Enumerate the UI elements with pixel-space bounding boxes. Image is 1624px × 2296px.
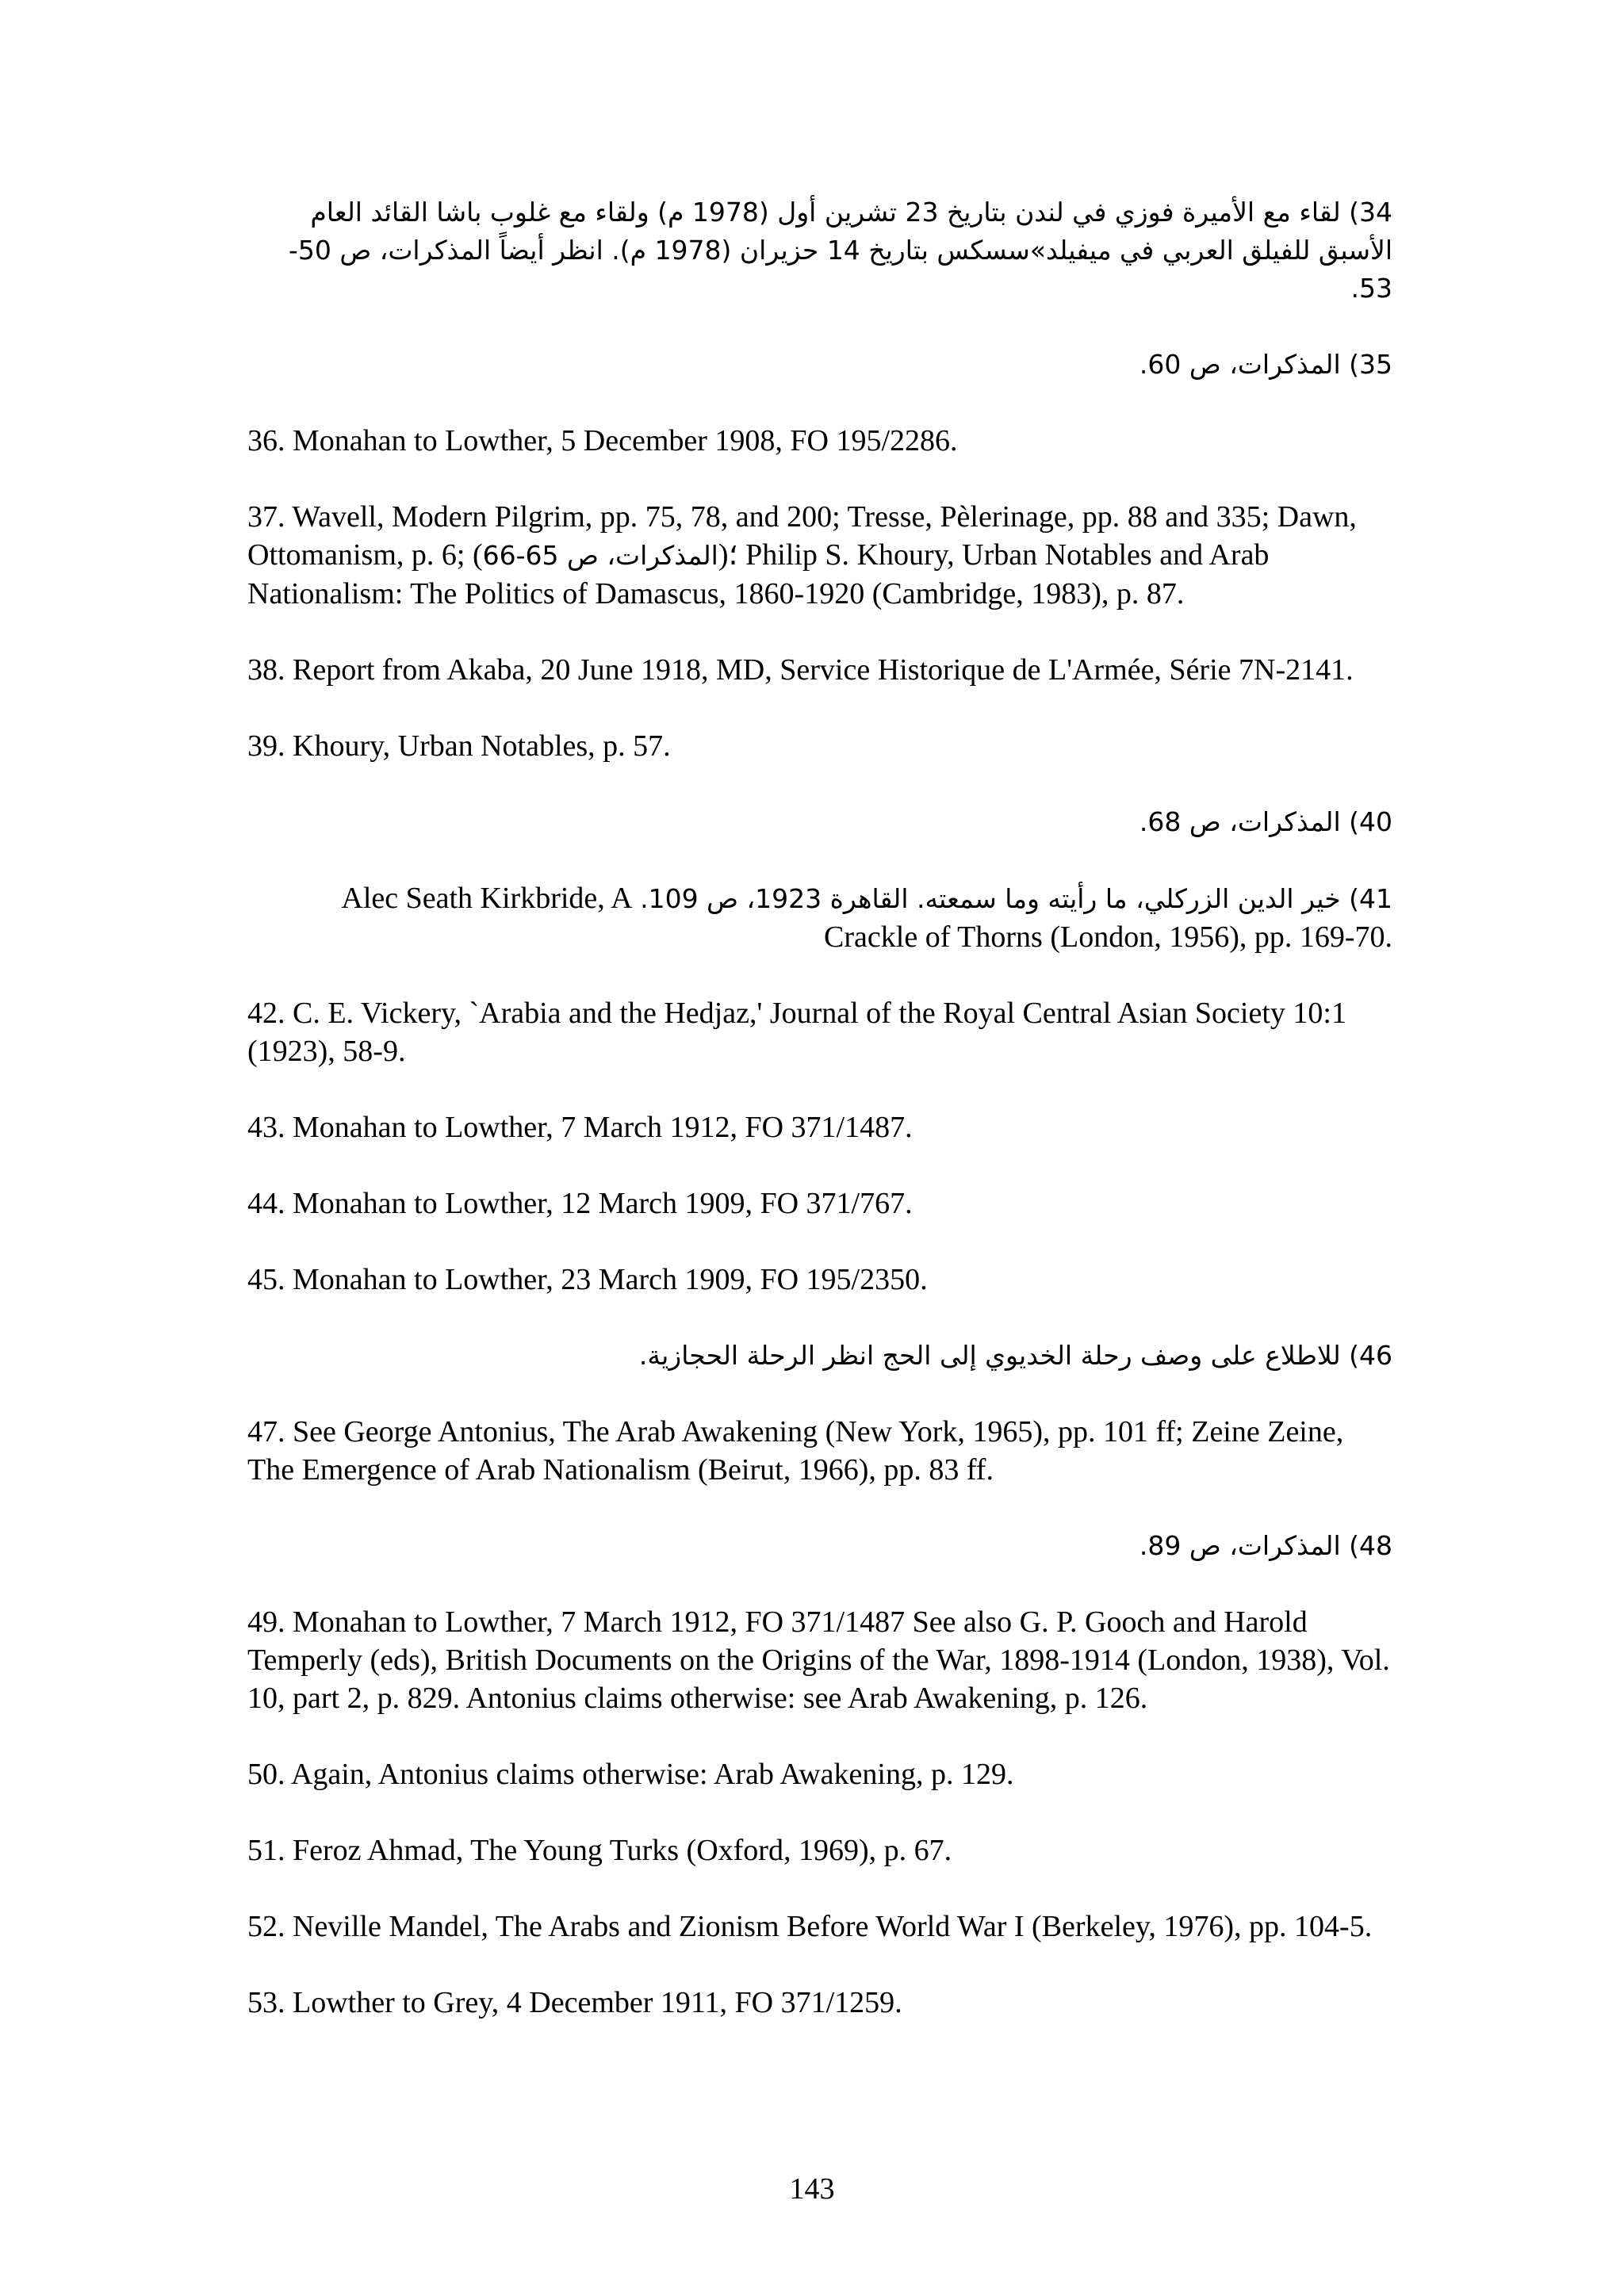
page-number: 143 (789, 2172, 835, 2206)
endnote-46: 46) للاطلاع على وصف رحلة الخديوي إلى الحج انظر الرحلة الحجازية. (638, 1340, 1392, 1371)
endnote-49: 49. Monahan to Lowther, 7 March 1912, FO 371/1487 See also G. P. Gooch and Harold Temperly (eds), British Documents on the Origins of the War, 1898-1914 (London, 1938), Vol. 10, part 2, p. 829. Antonius claims otherwise: see Arab Awakening, p. 126. (247, 1605, 1390, 1715)
endnote-38: 38. Report from Akaba, 20 June 1918, MD, Service Historique de L'Armée, Série 7N-2141. (247, 653, 1354, 687)
endnote-42: 42. C. E. Vickery, `Arabia and the Hedjaz,' Journal of the Royal Central Asian Society 10:1 (1923), 58-9. (247, 997, 1346, 1068)
endnotes-list (247, 193, 1392, 2060)
endnote-41 (247, 879, 1392, 956)
endnote-41-english: Alec Seath Kirkbride, A Crackle of Thorns (London, 1956), pp. 169-70. (341, 882, 1392, 954)
endnote-45: 45. Monahan to Lowther, 23 March 1909, FO 195/2350. (247, 1263, 928, 1296)
endnote-51: 51. Feroz Ahmad, The Young Turks (Oxford, 1969), p. 67. (247, 1834, 952, 1867)
endnote-41-arabic: 41) خير الدين الزركلي، ما رأيته وما سمعته. القاهرة 1923، ص 109. (640, 883, 1392, 914)
endnote-37-arabic: المذكرات، ص 65-66 (482, 540, 718, 571)
endnote-37-text-b: )؛ Philip S. Khoury, Urban Notables and Arab Nationalism: The Politics of Damascus, 1860-1920 (Cambridge, 1983), p. 87. (247, 538, 1270, 610)
endnote-34: 34) لقاء مع الأميرة فوزي في لندن بتاريخ 23 تشرين أول (1978 م) ولقاء مع غلوب باشا القائد العام الأسبق للفيلق العربي في ميفيلد»سسكس بتاريخ 14 حزيران (1978 م). انظر أيضاً المذكرات، ص 50-53. (288, 197, 1392, 304)
endnote-43: 43. Monahan to Lowther, 7 March 1912, FO 371/1487. (247, 1111, 913, 1144)
endnote-48: 48) المذكرات، ص 89. (1139, 1530, 1392, 1561)
endnote-44: 44. Monahan to Lowther, 12 March 1909, FO 371/767. (247, 1187, 913, 1220)
endnote-53: 53. Lowther to Grey, 4 December 1911, FO 371/1259. (247, 1986, 902, 2019)
endnote-40: 40) المذكرات، ص 68. (1139, 806, 1392, 837)
endnote-47: 47. See George Antonius, The Arab Awakening (New York, 1965), pp. 101 ff; Zeine Zeine, The Emergence of Arab Nationalism (Beirut, 1966), pp. 83 ff. (247, 1415, 1344, 1487)
endnote-36: 36. Monahan to Lowther, 5 December 1908, FO 195/2286. (247, 424, 958, 457)
endnote-39: 39. Khoury, Urban Notables, p. 57. (247, 729, 671, 763)
endnote-37 (247, 498, 1392, 613)
endnote-35: 35) المذكرات، ص 60. (1139, 349, 1392, 380)
endnote-50: 50. Again, Antonius claims otherwise: Arab Awakening, p. 129. (247, 1758, 1014, 1791)
endnote-52: 52. Neville Mandel, The Arabs and Zionism Before World War I (Berkeley, 1976), pp. 104-5. (247, 1910, 1373, 1943)
endnote-37-text-a: 37. Wavell, Modern Pilgrim, pp. 75, 78, and 200; Tresse, Pèlerinage, pp. 88 and 335; Dawn, Ottomanism, p. 6; ( (247, 500, 1357, 572)
